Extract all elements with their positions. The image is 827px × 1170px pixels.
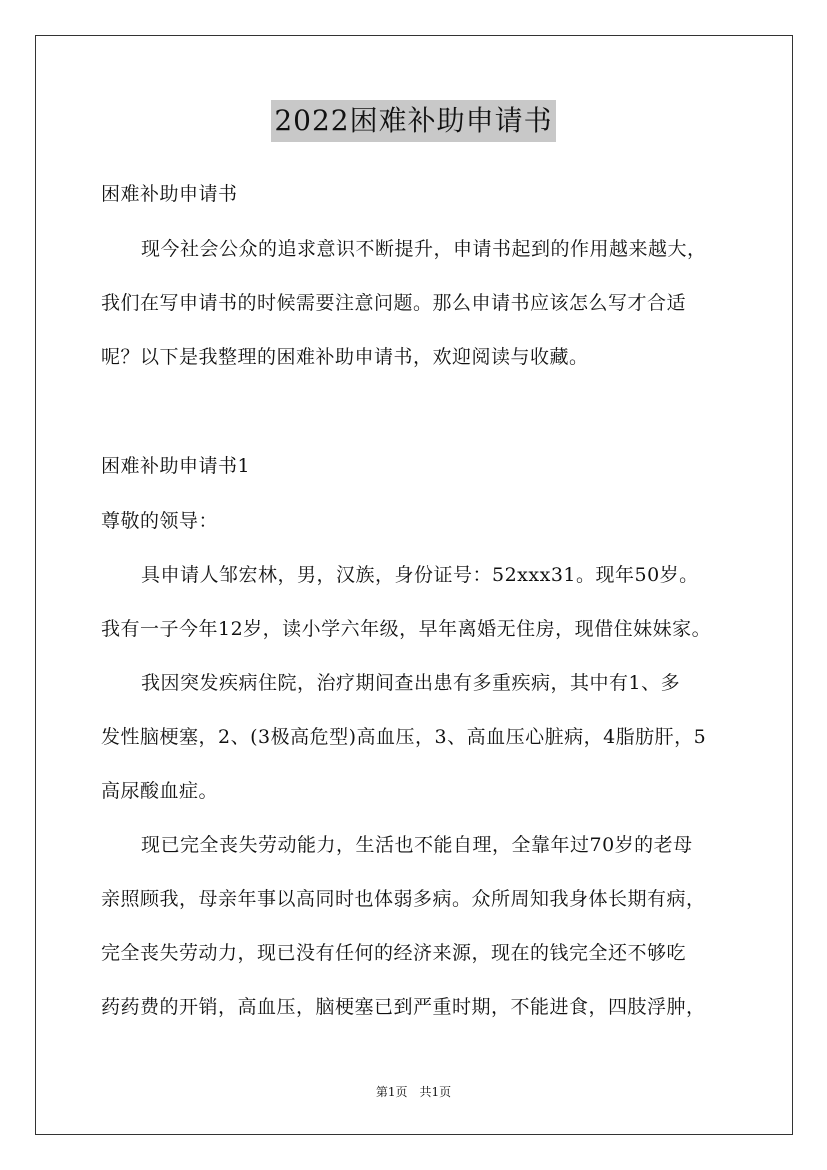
body-line-1: 具申请人邹宏林，男，汉族，身份证号：52xxx31。现年50岁。	[141, 564, 699, 586]
document-title: 2022困难补助申请书	[271, 100, 555, 142]
intro-line-2: 我们在写申请书的时候需要注意问题。那么申请书应该怎么写才合适	[101, 292, 687, 314]
document-title-wrap	[0, 100, 827, 142]
body-line-8: 完全丧失劳动力，现已没有任何的经济来源，现在的钱完全还不够吃	[101, 942, 687, 964]
body-line-5: 高尿酸血症。	[101, 780, 219, 802]
body-line-9: 药药费的开销，高血压，脑梗塞已到严重时期，不能进食，四肢浮肿，	[101, 996, 706, 1018]
body-line-3: 我因突发疾病住院，治疗期间查出患有多重疾病，其中有1、多	[141, 672, 681, 694]
intro-line-3: 呢？以下是我整理的困难补助申请书，欢迎阅读与收藏。	[101, 346, 589, 368]
section-heading: 困难补助申请书1	[101, 455, 251, 477]
salutation: 尊敬的领导：	[101, 510, 219, 532]
body-line-4: 发性脑梗塞，2、(3极高危型)高血压，3、高血压心脏病，4脂肪肝，5	[101, 726, 707, 748]
page-number: 第1页 共1页	[375, 1085, 452, 1099]
intro-line-1: 现今社会公众的追求意识不断提升，申请书起到的作用越来越大，	[141, 238, 707, 260]
body-line-2: 我有一子今年12岁，读小学六年级，早年离婚无住房，现借住妹妹家。	[101, 618, 712, 640]
subtitle: 困难补助申请书	[101, 183, 238, 205]
page-footer	[0, 1083, 827, 1101]
body-line-7: 亲照顾我，母亲年事以高同时也体弱多病。众所周知我身体长期有病，	[101, 888, 706, 910]
body-line-6: 现已完全丧失劳动能力，生活也不能自理，全靠年过70岁的老母	[141, 834, 693, 856]
